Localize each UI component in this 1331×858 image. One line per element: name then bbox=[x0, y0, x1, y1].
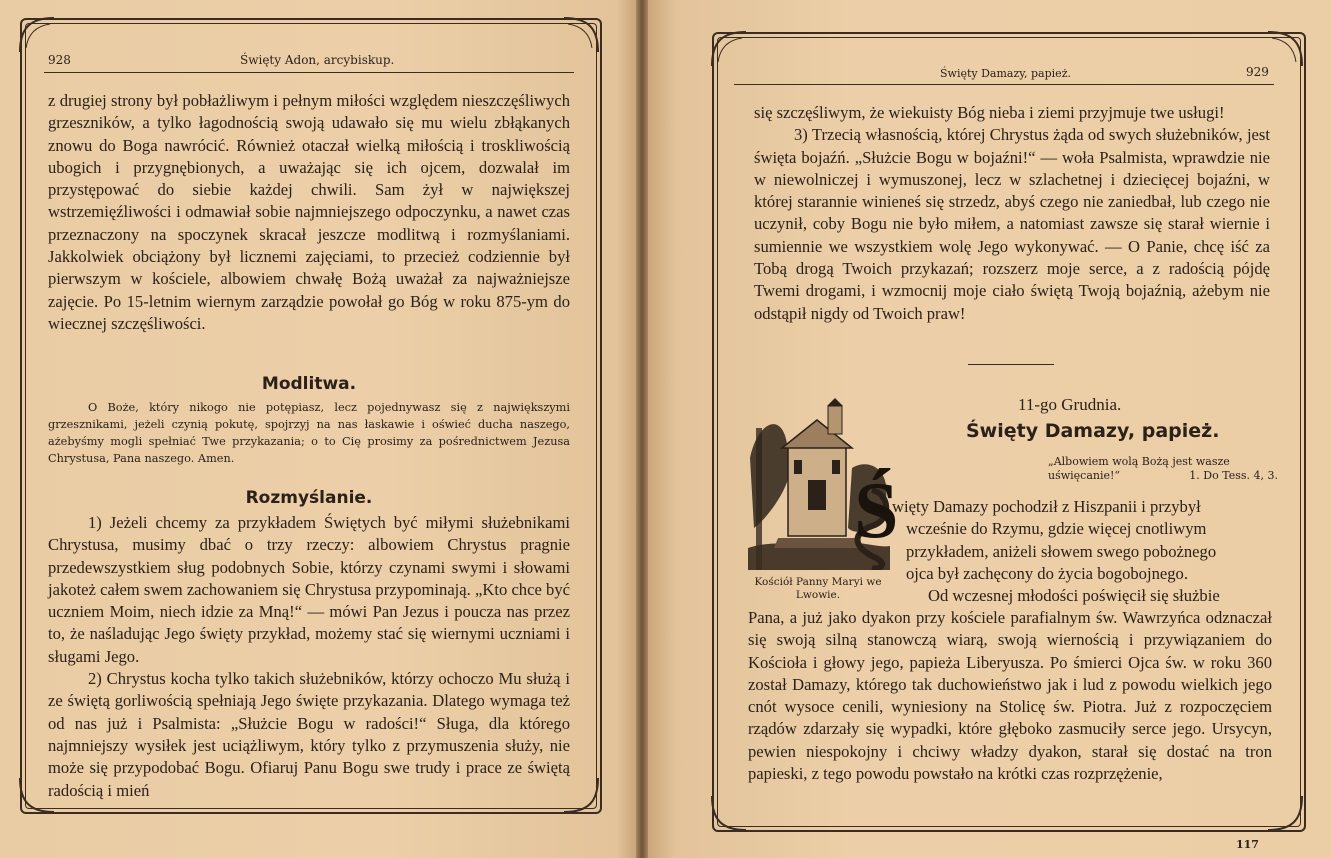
page-number: 929 bbox=[1246, 65, 1269, 79]
text-line: wcześnie do Rzymu, gdzie więcej cnotliwym bbox=[906, 519, 1207, 539]
illustration-caption: Kościół Panny Maryi we Lwowie. bbox=[754, 576, 882, 601]
sheet-number: 117 bbox=[1236, 838, 1259, 851]
corner-ornament-icon bbox=[1266, 28, 1306, 68]
prayer-text: O Boże, który nikogo nie potępiasz, lecz pojednywasz się z największymi grzesznikami, jeżeli czynią pokutę, spojrzyj na nas łaskawie i oświeć ducha naszego, ażebyśmy mogli spełniać Twe przykazania; o to Cię prosimy za pośrednictwem Jezusa Chrystusa, Pana naszego. Amen. bbox=[48, 401, 570, 465]
corner-ornament-icon bbox=[562, 14, 602, 54]
corner-ornament-icon bbox=[16, 14, 56, 54]
running-title: Święty Adon, arcybiskup. bbox=[240, 53, 395, 67]
book-gutter bbox=[636, 0, 648, 858]
corner-ornament-icon bbox=[708, 28, 748, 68]
right-page bbox=[648, 0, 1331, 858]
text-line: ojca był zachęcony do życia bogobojnego. bbox=[906, 563, 1188, 583]
bio-text: Pana, a już jako dyakon przy kościele parafialnym św. Wawrzyńca odznaczał się swoją silną stanowczą wiarą, swoją wiernością i przywiązaniem do Kościoła i głowy jego, papieża Liberyusza. Po śmierci Ojca św. w roku 360 został Damazy, którego tak duchowieństwo jak i lud z powodu wielkich jego cnót wysoce cenili, wyniesiony na Stolicę św. Piotra. Już z rozpoczęciem rządów zdarzały się wypadki, które głęboko zasmuciły serce jego. Ursycyn, pewien niespokojny i chciwy władzy dyakon, starał się dostać na tron papieski, z tego powodu powstało na krótki czas rozprzężenie, bbox=[748, 608, 1272, 784]
bio-narrow-lines bbox=[892, 496, 1268, 607]
header-rule bbox=[734, 84, 1274, 85]
prayer-heading: Modlitwa. bbox=[261, 374, 357, 394]
initial-letter: Ś bbox=[854, 467, 899, 555]
epigraph bbox=[1048, 455, 1278, 483]
page-number: 928 bbox=[48, 53, 71, 67]
running-title: Święty Damazy, papież. bbox=[940, 67, 1071, 80]
meditation-heading: Rozmyślanie. bbox=[245, 488, 373, 508]
epigraph-quote: „Albowiem wolą Bożą jest wasze uświęcanie!“ bbox=[1048, 455, 1230, 482]
date-heading: 11-go Grudnia. bbox=[1018, 395, 1122, 414]
text-paragraph: z drugiej strony był pobłażliwym i pełnym miłości względem nieszczęśliwych grzeszników, a tylko łagodnością swoją udawało się mu wielu zbłąkanych znowu do Boga nawrócić. Również otaczał wielką miłością i troskliwością ubogich i przygnębionych, a uważając się ich ojcem, dozwalał im przystępować do siebie każdej chwili. Sam żył w największej wstrzemięźliwości i odmawiał sobie najmniejszego odpoczynku, a nawet czas przeznaczony na spoczynek skracał jeszcze modlitwą i rozmyślaniami. Jakkolwiek obciążony był licznemi zajęciami, to przecież codziennie był pierwszym w kościele, albowiem chwałę Bożą uważał za najważniejsze zajęcie. Po 15-letnim wiernym zarządzie powołał go Bóg w roku 875-ym do wiecznej szczęśliwości. bbox=[48, 91, 570, 333]
corner-ornament-icon bbox=[708, 794, 748, 834]
epigraph-reference: 1. Do Tess. 4, 3. bbox=[1189, 469, 1278, 482]
meditation-text: 1) Jeżeli chcemy za przykładem Świętych być miłymi służebnikami Chrystusa, musimy dbać o trzy rzeczy: albowiem Chrystus pragnie przedewszystkiem sług podobnych Sobie, którzy czynami swymi i słowami jakoteż całem swem zachowaniem się Chrystusa przypominają. „Kto chce być uczniem Moim, niech idzie za Mną!“ — mówi Pan Jezus i poucza nas przez to, że naśladując Jego święty przykład, możemy stać się wiernymi uczniami i sługami Jego. 2) Chrystus kocha tylko takich służebników, którzy ochoczo Mu służą i ze świętą gorliwością spełniają Jego święte przykazania. Dlatego wymaga też od nas już i Psalmista: „Służcie Bogu w radości!“ Sługa, dla którego najmniejszy wysiłek jest uciążliwym, który tylko z przymuszenia służy, nie może się przypodobać Bogu. Ofiaruj Panu Bogu swe trudy i prace ze świętą radością i mień bbox=[48, 513, 570, 800]
text-line: przykładem, aniżeli słowem swego pobożnego bbox=[906, 541, 1217, 561]
saint-title: Święty Damazy, papież. bbox=[966, 420, 1220, 442]
corner-ornament-icon bbox=[1266, 794, 1306, 834]
section-divider bbox=[968, 364, 1054, 365]
header-rule bbox=[44, 72, 574, 73]
text-paragraph: się szczęśliwym, że wiekuisty Bóg nieba i ziemi przyjmuje twe usługi! 3) Trzecią własnością, której Chrystus żąda od swych służebników, jest święta bojaźń. „Służcie Bogu w bojaźni!“ — woła Psalmista, wprawdzie nie w niewolniczej i wymuszonej, lecz w szlachetnej i dziecięcej bojaźni, w której starannie winieneś się strzedz, abyś czego nie zaniedbał, lub czego nie uczynił, coby Bogu nie było miłem, a natomiast zawsze się starał wiernie i sumiennie we wszystkiem wolę Jego wykonywać. — O Panie, chcę iść za Tobą drogą Twoich przykazań; rozszerz moje serce, a z radością pójdę Twemi drogami, i wzmocnij moje ciało świętą Twoją bojaźnią, ażebym nie odstąpił nigdy od Twoich praw! bbox=[754, 103, 1270, 323]
text-line: więty Damazy pochodził z Hiszpanii i przybył bbox=[892, 497, 1201, 516]
text-line: Od wczesnej młodości poświęcił się służbie bbox=[928, 586, 1220, 606]
left-page bbox=[0, 0, 636, 858]
